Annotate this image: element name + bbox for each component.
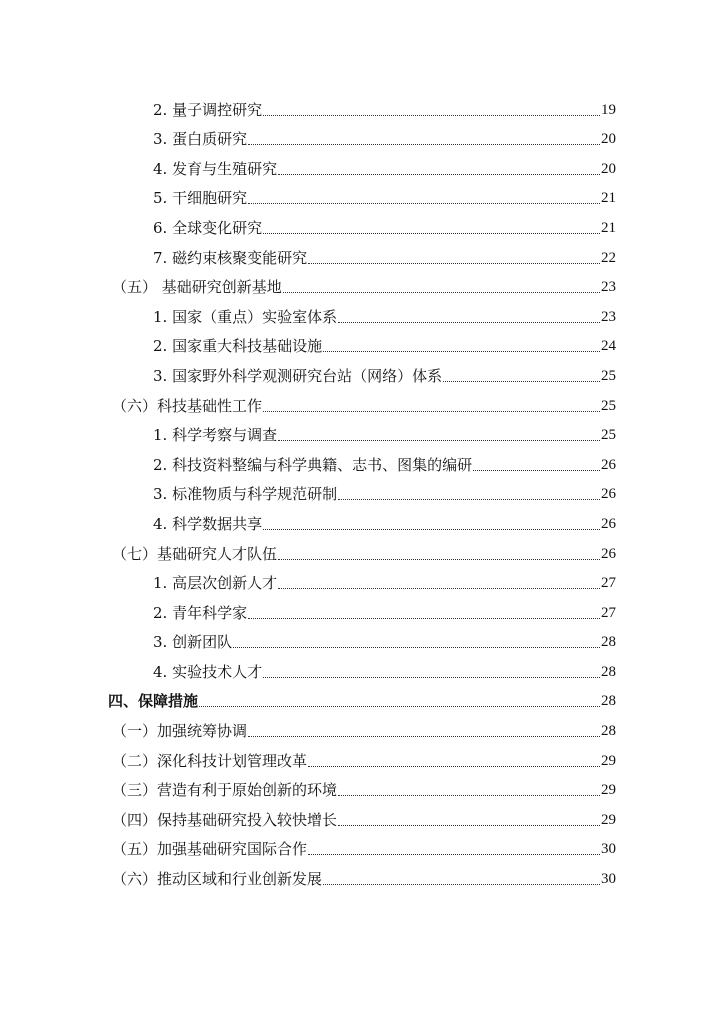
toc-entry-title: 3. 标准物质与科学规范研制 (153, 485, 338, 504)
toc-dot-leader (278, 587, 600, 589)
toc-entry-title: （三）营造有利于原始创新的环境 (112, 781, 338, 800)
toc-entry-title: 2. 科技资料整编与科学典籍、志书、图集的编研 (153, 455, 473, 474)
toc-entry-title: 3. 蛋白质研究 (153, 130, 248, 149)
toc-dot-leader (308, 853, 600, 855)
toc-entry-title: 四、保障措施 (108, 692, 199, 711)
toc-dot-leader (248, 143, 600, 145)
toc-entry-title: 1. 科学考察与调查 (153, 426, 278, 445)
toc-entry-title: 4. 实验技术人才 (153, 662, 263, 681)
toc-entry-title: 2. 青年科学家 (153, 603, 248, 622)
toc-entry[interactable] (0, 682, 724, 712)
toc-entry-page-number: 27 (601, 575, 616, 592)
toc-entry[interactable] (0, 90, 724, 120)
toc-entry[interactable] (0, 859, 724, 889)
toc-entry-page-number: 22 (601, 249, 616, 266)
toc-entry-title: （七）基础研究人才队伍 (112, 544, 278, 563)
toc-entry[interactable] (0, 179, 724, 209)
toc-entry-title: 4. 科学数据共享 (153, 514, 263, 533)
toc-entry-page-number: 25 (601, 427, 616, 444)
toc-dot-leader (278, 173, 600, 175)
toc-entry-page-number: 29 (601, 752, 616, 769)
toc-entry-title: 3. 国家野外科学观测研究台站（网络）体系 (153, 366, 443, 385)
toc-dot-leader (473, 469, 600, 471)
toc-entry[interactable] (0, 741, 724, 771)
toc-dot-leader (263, 676, 600, 678)
toc-entry-page-number: 23 (601, 308, 616, 325)
toc-entry[interactable] (0, 534, 724, 564)
toc-entry[interactable] (0, 297, 724, 327)
toc-entry[interactable] (0, 652, 724, 682)
toc-dot-leader (338, 498, 600, 500)
toc-entry-page-number: 20 (601, 131, 616, 148)
toc-entry-page-number: 20 (601, 160, 616, 177)
toc-dot-leader (323, 883, 600, 885)
toc-entry-title: 2. 量子调控研究 (153, 100, 263, 119)
toc-entry-title: 6. 全球变化研究 (153, 218, 263, 237)
toc-dot-leader (199, 705, 600, 707)
toc-entry-title: 2. 国家重大科技基础设施 (153, 337, 323, 356)
toc-entry-title: 4. 发育与生殖研究 (153, 159, 278, 178)
toc-entry-page-number: 23 (601, 279, 616, 296)
toc-dot-leader (248, 617, 600, 619)
toc-entry-title: （五）加强基础研究国际合作 (112, 840, 308, 859)
toc-entry[interactable] (0, 445, 724, 475)
toc-entry-page-number: 28 (601, 693, 616, 710)
toc-dot-leader (248, 202, 600, 204)
toc-entry-title: 7. 磁约束核聚变能研究 (153, 248, 308, 267)
toc-entry-title: 1. 国家（重点）实验室体系 (153, 307, 338, 326)
toc-entry[interactable] (0, 504, 724, 534)
toc-entry[interactable] (0, 356, 724, 386)
toc-entry-page-number: 26 (601, 456, 616, 473)
toc-dot-leader (263, 232, 600, 234)
toc-entry-title: （五） 基础研究创新基地 (112, 278, 282, 297)
toc-entry-title: 5. 干细胞研究 (153, 189, 248, 208)
toc-entry-title: （六）推动区域和行业创新发展 (112, 870, 323, 889)
toc-dot-leader (233, 646, 600, 648)
toc-entry-page-number: 21 (601, 219, 616, 236)
toc-entry-title: （六）科技基础性工作 (112, 396, 263, 415)
toc-entry-page-number: 26 (601, 545, 616, 562)
toc-dot-leader (278, 439, 600, 441)
toc-dot-leader (248, 735, 600, 737)
toc-entry-page-number: 25 (601, 397, 616, 414)
toc-dot-leader (278, 558, 600, 560)
toc-dot-leader (308, 765, 600, 767)
toc-dot-leader (338, 824, 600, 826)
toc-entry[interactable] (0, 416, 724, 446)
toc-entry-page-number: 28 (601, 723, 616, 740)
toc-entry[interactable] (0, 327, 724, 357)
toc-entry-page-number: 25 (601, 367, 616, 384)
toc-dot-leader (263, 528, 600, 530)
toc-dot-leader (308, 262, 600, 264)
toc-dot-leader (283, 291, 600, 293)
toc-entry-title: 3. 创新团队 (153, 633, 233, 652)
toc-entry[interactable] (0, 120, 724, 150)
toc-dot-leader (338, 321, 600, 323)
toc-entry[interactable] (0, 623, 724, 653)
toc-dot-leader (338, 794, 600, 796)
toc-entry-title: （一）加强统筹协调 (112, 722, 248, 741)
toc-entry[interactable] (0, 771, 724, 801)
toc-entry-page-number: 24 (601, 338, 616, 355)
toc-entry[interactable] (0, 386, 724, 416)
toc-entry-title: 1. 高层次创新人才 (153, 574, 278, 593)
toc-entry-title: （二）深化科技计划管理改革 (112, 751, 308, 770)
toc-dot-leader (443, 380, 600, 382)
toc-dot-leader (323, 350, 600, 352)
toc-entry[interactable] (0, 475, 724, 505)
toc-entry[interactable] (0, 208, 724, 238)
toc-entry[interactable] (0, 593, 724, 623)
toc-entry-page-number: 30 (601, 871, 616, 888)
toc-entry[interactable] (0, 711, 724, 741)
toc-entry-page-number: 28 (601, 663, 616, 680)
toc-entry-page-number: 26 (601, 486, 616, 503)
toc-entry-title: （四）保持基础研究投入较快增长 (112, 810, 338, 829)
toc-entry[interactable] (0, 830, 724, 860)
toc-entry[interactable] (0, 268, 724, 298)
table-of-contents (0, 90, 724, 889)
toc-entry-page-number: 26 (601, 515, 616, 532)
toc-entry[interactable] (0, 238, 724, 268)
toc-entry[interactable] (0, 564, 724, 594)
toc-entry[interactable] (0, 149, 724, 179)
toc-entry-page-number: 30 (601, 841, 616, 858)
toc-entry[interactable] (0, 800, 724, 830)
toc-entry-page-number: 27 (601, 604, 616, 621)
toc-entry-page-number: 29 (601, 782, 616, 799)
toc-dot-leader (263, 114, 600, 116)
toc-entry-page-number: 28 (601, 634, 616, 651)
toc-entry-page-number: 19 (601, 101, 616, 118)
toc-entry-page-number: 29 (601, 811, 616, 828)
toc-dot-leader (263, 410, 600, 412)
toc-entry-page-number: 21 (601, 190, 616, 207)
